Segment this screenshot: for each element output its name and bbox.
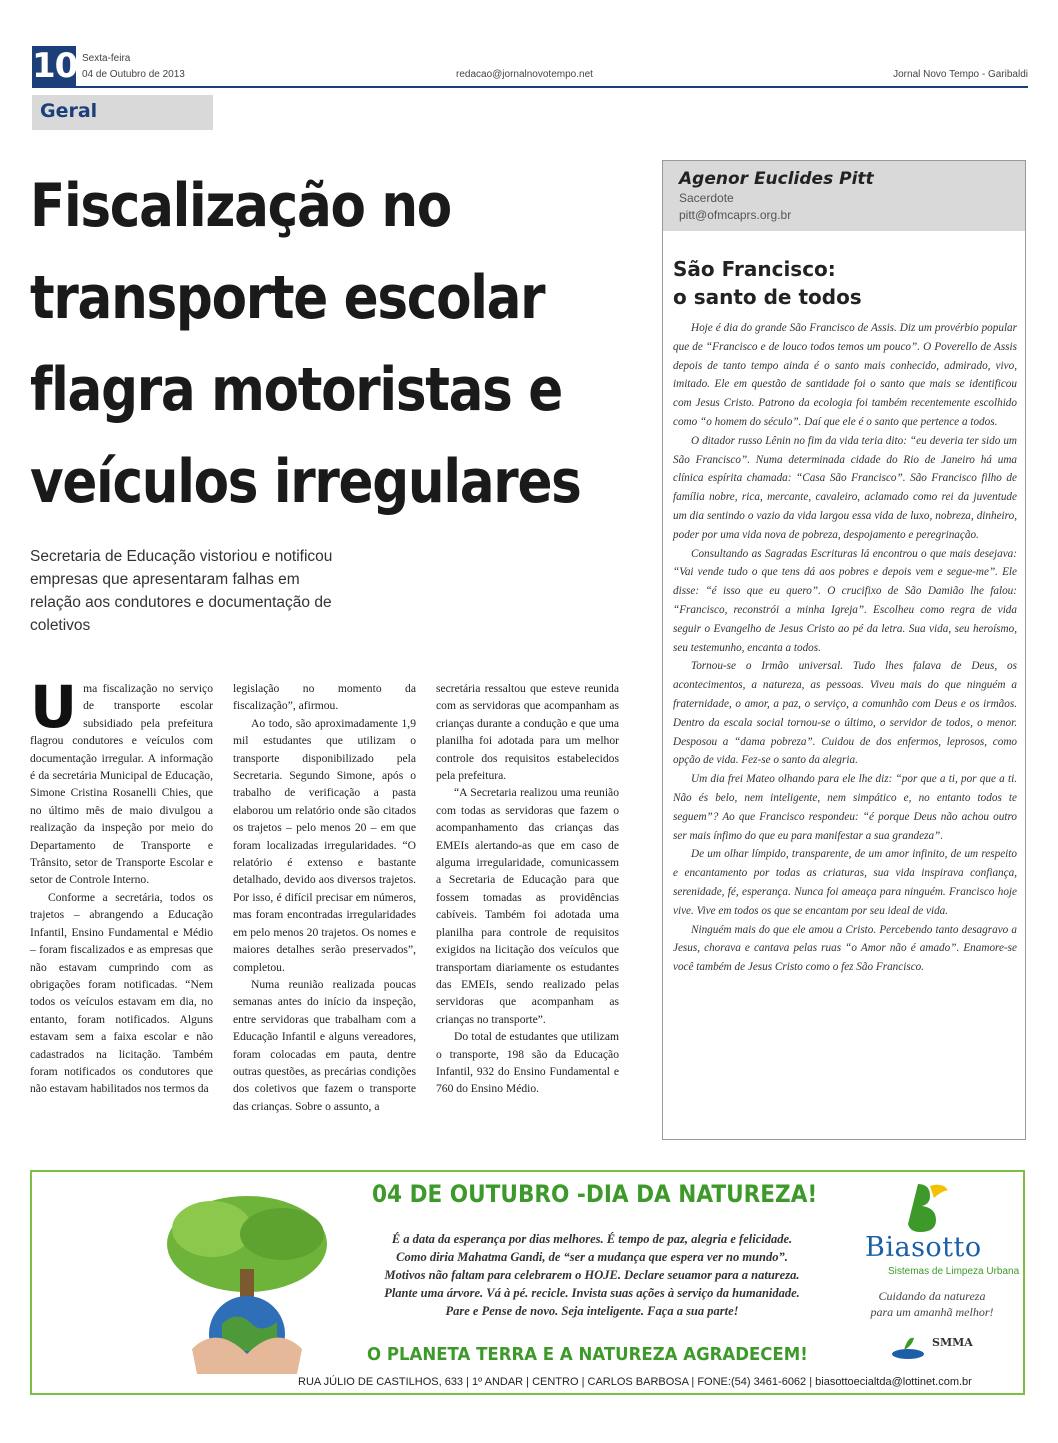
column-title-line: São Francisco: <box>673 257 836 281</box>
column-paragraph: Ninguém mais do que ele amou a Cristo. Percebendo tanto desagravo a Jesus, chorava e cantava pelas ruas “o Amor não é amado”. Enamore-se você também de Jesus Cristo como o fez São Francisco. <box>673 923 1017 974</box>
brand-subtitle: Sistemas de Limpeza Urbana <box>888 1266 1020 1277</box>
article-column-3 <box>436 680 619 1098</box>
column-paragraph: Tornou-se o Irmão universal. Tudo lhes falava de Deus, os acontecimentos, a natureza, as pessoas. Viveu mais do que ninguém a fraternidade, o amor, a paz, o serviço, a comunhão com Deus e os irmãos. Dentro da escala social tornou-se o último, o servidor de todos, o menor. Desposou a “dama pobreza”. Cuidou de dos enfermos, leprosos, como opção de vida. Fez-se o santo da alegria. <box>673 660 1017 767</box>
column-paragraph: Hoje é dia do grande São Francisco de Assis. Diz um provérbio popular que de “Francisco e de louco todos temos um pouco”. O Poverello de Assis depois de tanto tempo ainda é o santo mais conhecido, admirado, vivo, imitado. Ele em questão de santidade foi o santo que mais se identificou com Jesus Cristo. Patrono da ecologia foi também recentemente escolhido como “o homem do século”. Daí que ele é o santo que pertence a todos. <box>673 322 1017 428</box>
headline-line: flagra motoristas e <box>30 355 562 425</box>
column-title-line: o santo de todos <box>673 285 862 309</box>
article-paragraph: legislação no momento da fiscalização”, afirmou. <box>233 682 416 713</box>
slogan-line: Cuidando da natureza <box>878 1289 986 1303</box>
article-paragraph: Do total de estudantes que utilizam o transporte, 198 são da Educação Infantil, 932 do Ensino Fundamental e 760 do Ensino Médio. <box>436 1030 619 1096</box>
section-tag <box>32 95 213 130</box>
brand-slogan <box>856 1288 1008 1320</box>
ad-title: 04 DE OUTUBRO -DIA DA NATUREZA! <box>372 1180 818 1208</box>
author-role: Sacerdote <box>679 191 734 205</box>
ad-text-line: É a data da esperança por dias melhores. É tempo de paz, alegria e felicidade. <box>391 1232 793 1246</box>
page-number: 10 <box>32 46 78 86</box>
header-date: 04 de Outubro de 2013 <box>82 69 185 80</box>
author-email[interactable]: pitt@ofmcaprs.org.br <box>679 208 792 222</box>
header-email[interactable]: redacao@jornalnovotempo.net <box>456 69 593 80</box>
ad-text-line: Motivos não faltam para celebrarem o HOJE. Declare seuamor para a natureza. <box>384 1268 800 1282</box>
column-paragraph: Consultando as Sagradas Escrituras lá encontrou o que mais desejava: “Vai vende tudo o que tens dá aos pobres e depois vem e segue-me”. Ele disse: “é isso que eu quero”. O crucifixo de São Damião lhe falou: “Francisco, reconstrói a minha Igreja”. Escolheu como regra de vida seguir o Evangelho de Jesus Cristo ao pé da letra. Sua vida, seu heroísmo, seu testemunho, encanta a todos. <box>673 547 1017 654</box>
column-paragraph: De um olhar límpido, transparente, de um amor infinito, de um respeito e encantamento por todas as criaturas, sua vida inspirava confiança, serenidade, fé, esperança. Nunca foi ameaça para ninguém. Francisco hoje vive. Vive em todos os que se encantam por seu ideal de vida. <box>673 848 1017 917</box>
nature-day-advertisement <box>30 1170 1025 1395</box>
article-paragraph: “A Secretaria realizou uma reunião com todas as servidoras que fazem o acompanhamento das crianças das EMEIs alertando-as que em caso de alguma irregularidade, comunicassem a Secretaria de Educação para que fossem tomadas as providências cabíveis. Também foi adotada uma planilha para controle de requisitos exigidos na licitação dos veículos que transportam diariamente os estudantes das EMEIs, sendo realizado pelas servidoras que acompanham as crianças no transporte”. <box>436 786 619 1026</box>
ad-text-line: Plante uma árvore. Vá à pé. recicle. Invista suas ações à serviço da humanidade. <box>384 1286 800 1300</box>
slogan-line: para um amanhã melhor! <box>870 1305 994 1319</box>
biasotto-logo-icon <box>904 1180 952 1232</box>
author-name: Agenor Euclides Pitt <box>679 169 874 189</box>
column-paragraph: Um dia frei Mateo olhando para ele lhe diz: “por que a ti, por que a ti. Não és belo, nem inteligente, nem simpático e, no entanto todos te seguem”? Ao que Francisco respondeu: “é porque Deus não achou outro ser mais ínfimo do que eu para manifestar a sua grandeza”. <box>673 773 1017 842</box>
article-subhead: Secretaria de Educação vistoriou e notificou empresas que apresentaram falhas em relação aos condutores e documentação de coletivos <box>30 548 333 634</box>
article-column-1 <box>30 673 213 1098</box>
column-body <box>673 319 1017 977</box>
smma-label: SMMA <box>932 1336 973 1349</box>
ad-text-line: Como diria Mahatma Gandi, de “ser a mudança que espera ver no mundo”. <box>396 1250 788 1264</box>
article-paragraph: secretária ressaltou que esteve reunida com as servidoras que acompanham as crianças durante a condução e que uma planilha foi adotada para um melhor controle dos requisitos estabelecidos pela prefeitura. <box>436 682 619 783</box>
tree-globe-icon <box>152 1174 342 1374</box>
drop-cap: U <box>30 673 78 741</box>
ad-thanks: O PLANETA TERRA E A NATUREZA AGRADECEM! <box>367 1344 808 1365</box>
author-box <box>663 161 1025 231</box>
ad-text-line: Pare e Pense de novo. Seja inteligente. Faça a sua parte! <box>445 1304 739 1318</box>
column-title <box>673 255 1013 311</box>
section-label: Geral <box>40 100 98 122</box>
article-headline <box>30 160 581 528</box>
ad-text <box>352 1230 832 1320</box>
headline-line: Fiscalização no <box>30 171 451 241</box>
opinion-column <box>662 160 1026 1140</box>
article-paragraph: ma fiscalização no serviço de transporte escolar subsidiado pela prefeitura flagrou condutores e veículos com documentação irregular. A informação é da secretária Municipal de Educação, Simone Cristina Rosanelli Chies, que no último mês de maio divulgou a realização da inspeção por meio do Departamento de Transporte e Trânsito, setor de Transporte Escolar e setor de Controle Interno. <box>30 682 213 887</box>
ad-contact-footer: RUA JÚLIO DE CASTILHOS, 633 | 1º ANDAR | CENTRO | CARLOS BARBOSA | FONE:(54) 3461-6062 | biasottoecialtda@lottinet.com.br <box>298 1376 972 1388</box>
header-rule <box>32 86 1028 88</box>
headline-line: veículos irregulares <box>30 447 581 517</box>
brand-name: Biasotto <box>865 1232 982 1263</box>
article-paragraph: Ao todo, são aproximadamente 1,9 mil estudantes que utilizam o transporte disponibilizado pela Secretaria. Segundo Simone, após o trabalho de verificação a pasta elaborou um relatório onde são citados os trajetos – pelo menos 20 – em que foram localizadas irregularidades. “O relatório é extenso e bastante detalhado, devido aos diversos trajetos. Por isso, é difícil precisar em números, mas foram encontradas irregularidades em pelo menos 20 trajetos. Os nomes e maiores detalhes serão preservados”, completou. <box>233 716 416 974</box>
column-paragraph: O ditador russo Lênin no fim da vida teria dito: “eu deveria ter sido um São Francisco”. Numa determinada cidade do Rio de Janeiro há uma clínica espírita chamada: “Casa São Francisco”. São Francisco filho de família nobre, rica, mercante, cavaleiro, aclamado como rei da juventude um dia sentindo o vazio da vida largou essa vida de luxo, nobreza, dinheiro, poder por uma vida nova de pobreza, despojamento e peregrinação. <box>673 434 1017 541</box>
header-weekday: Sexta-feira <box>82 53 131 64</box>
article-paragraph: Numa reunião realizada poucas semanas antes do início da inspeção, entre servidoras que trabalham com a Educação Infantil e alguns vereadores, foram colocadas em pauta, dentre outras questões, as precárias condições dos coletivos que fazem o transporte das crianças. Sobre o assunto, a <box>233 977 416 1113</box>
article-paragraph: Conforme a secretária, todos os trajetos – abrangendo a Educação Infantil, Ensino Fundamental e Médio – foram fiscalizados e as empresas que não estavam cumprindo com as obrigações foram notificadas. “Nem todos os veículos estavam em dia, no entanto, foram notificados. Alguns estavam sem a faixa escolar e não cadastrados na licitação. Também foram notificados os condutores que não estavam habilitados nos termos da <box>30 890 213 1096</box>
header-newspaper-name: Jornal Novo Tempo - Garibaldi <box>893 69 1028 80</box>
headline-line: transporte escolar <box>30 263 545 333</box>
article-column-2 <box>233 680 416 1115</box>
